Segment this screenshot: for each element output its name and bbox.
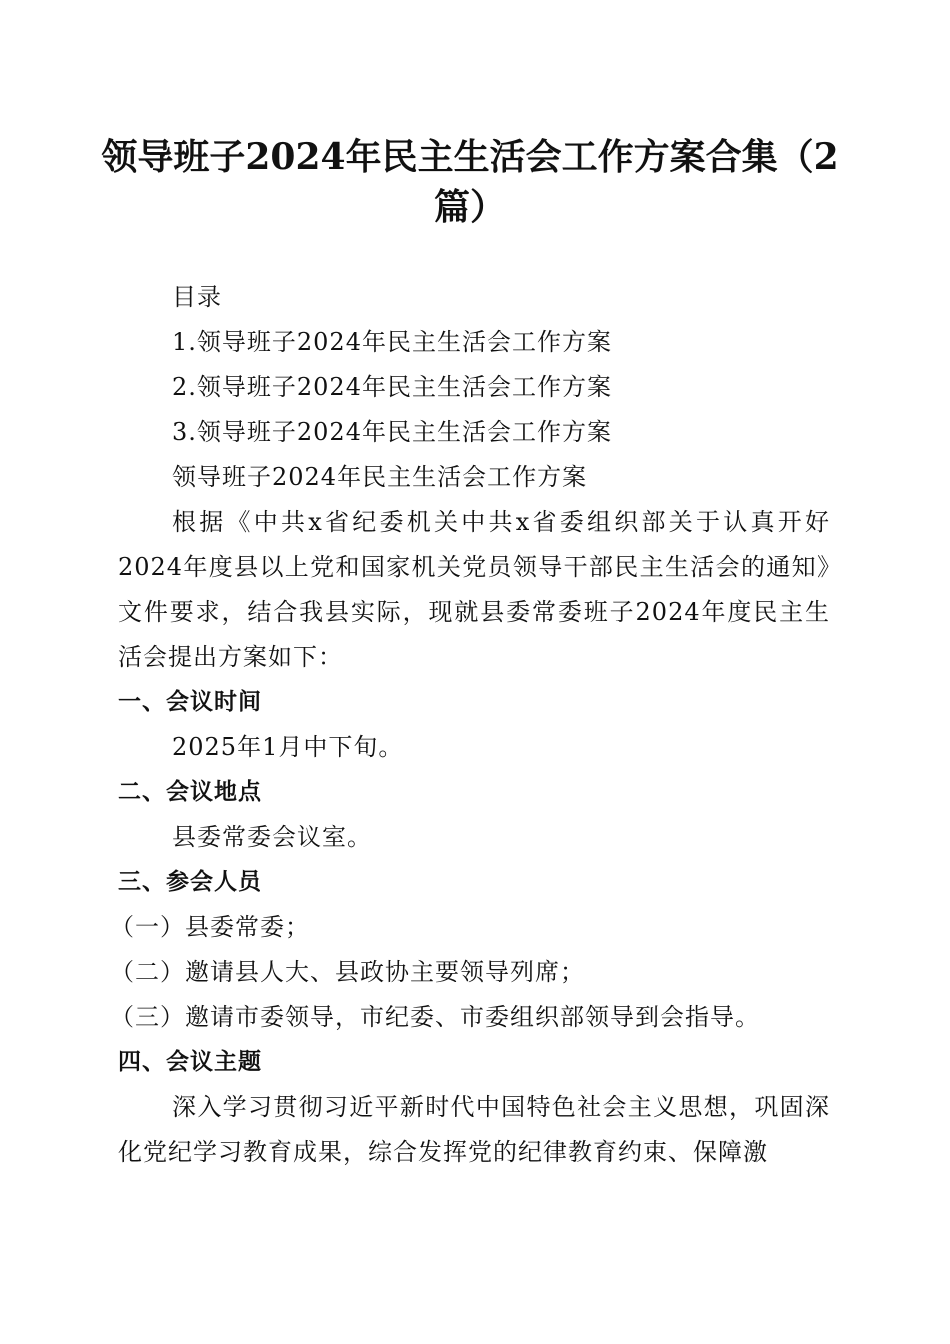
document-body [110,275,830,1175]
meeting-time-text: 2025年1月中下旬。 [172,733,404,761]
theme-paragraph: 深入学习贯彻习近平新时代中国特色社会主义思想，巩固深化党纪学习教育成果，综合发挥党的纪律教育约束、保障激 [118,1093,830,1166]
attendee-item-2: （二）邀请县人大、县政协主要领导列席； [110,958,585,986]
toc-item-2: 2.领导班子2024年民主生活会工作方案 [172,373,612,401]
section-title: 领导班子2024年民主生活会工作方案 [172,463,588,491]
intro-paragraph: 根据《中共x省纪委机关中共x省委组织部关于认真开好2024年度县以上党和国家机关党员领导干部民主生活会的通知》文件要求，结合我县实际，现就县委常委班子2024年度民主生活会提出方案如下： [118,508,830,671]
heading-attendees: 三、参会人员 [118,869,262,895]
meeting-place-text: 县委常委会议室。 [172,823,372,851]
toc-item-1: 1.领导班子2024年民主生活会工作方案 [172,328,612,356]
heading-meeting-place: 二、会议地点 [118,779,262,805]
attendee-item-3: （三）邀请市委领导，市纪委、市委组织部领导到会指导。 [110,1003,760,1031]
heading-meeting-theme: 四、会议主题 [118,1049,262,1075]
toc-label: 目录 [172,283,222,311]
toc-item-3: 3.领导班子2024年民主生活会工作方案 [172,418,612,446]
heading-meeting-time: 一、会议时间 [118,689,262,715]
document-title: 领导班子2024年民主生活会工作方案合集（2篇） [101,136,839,228]
attendee-item-1: （一）县委常委； [110,913,310,941]
